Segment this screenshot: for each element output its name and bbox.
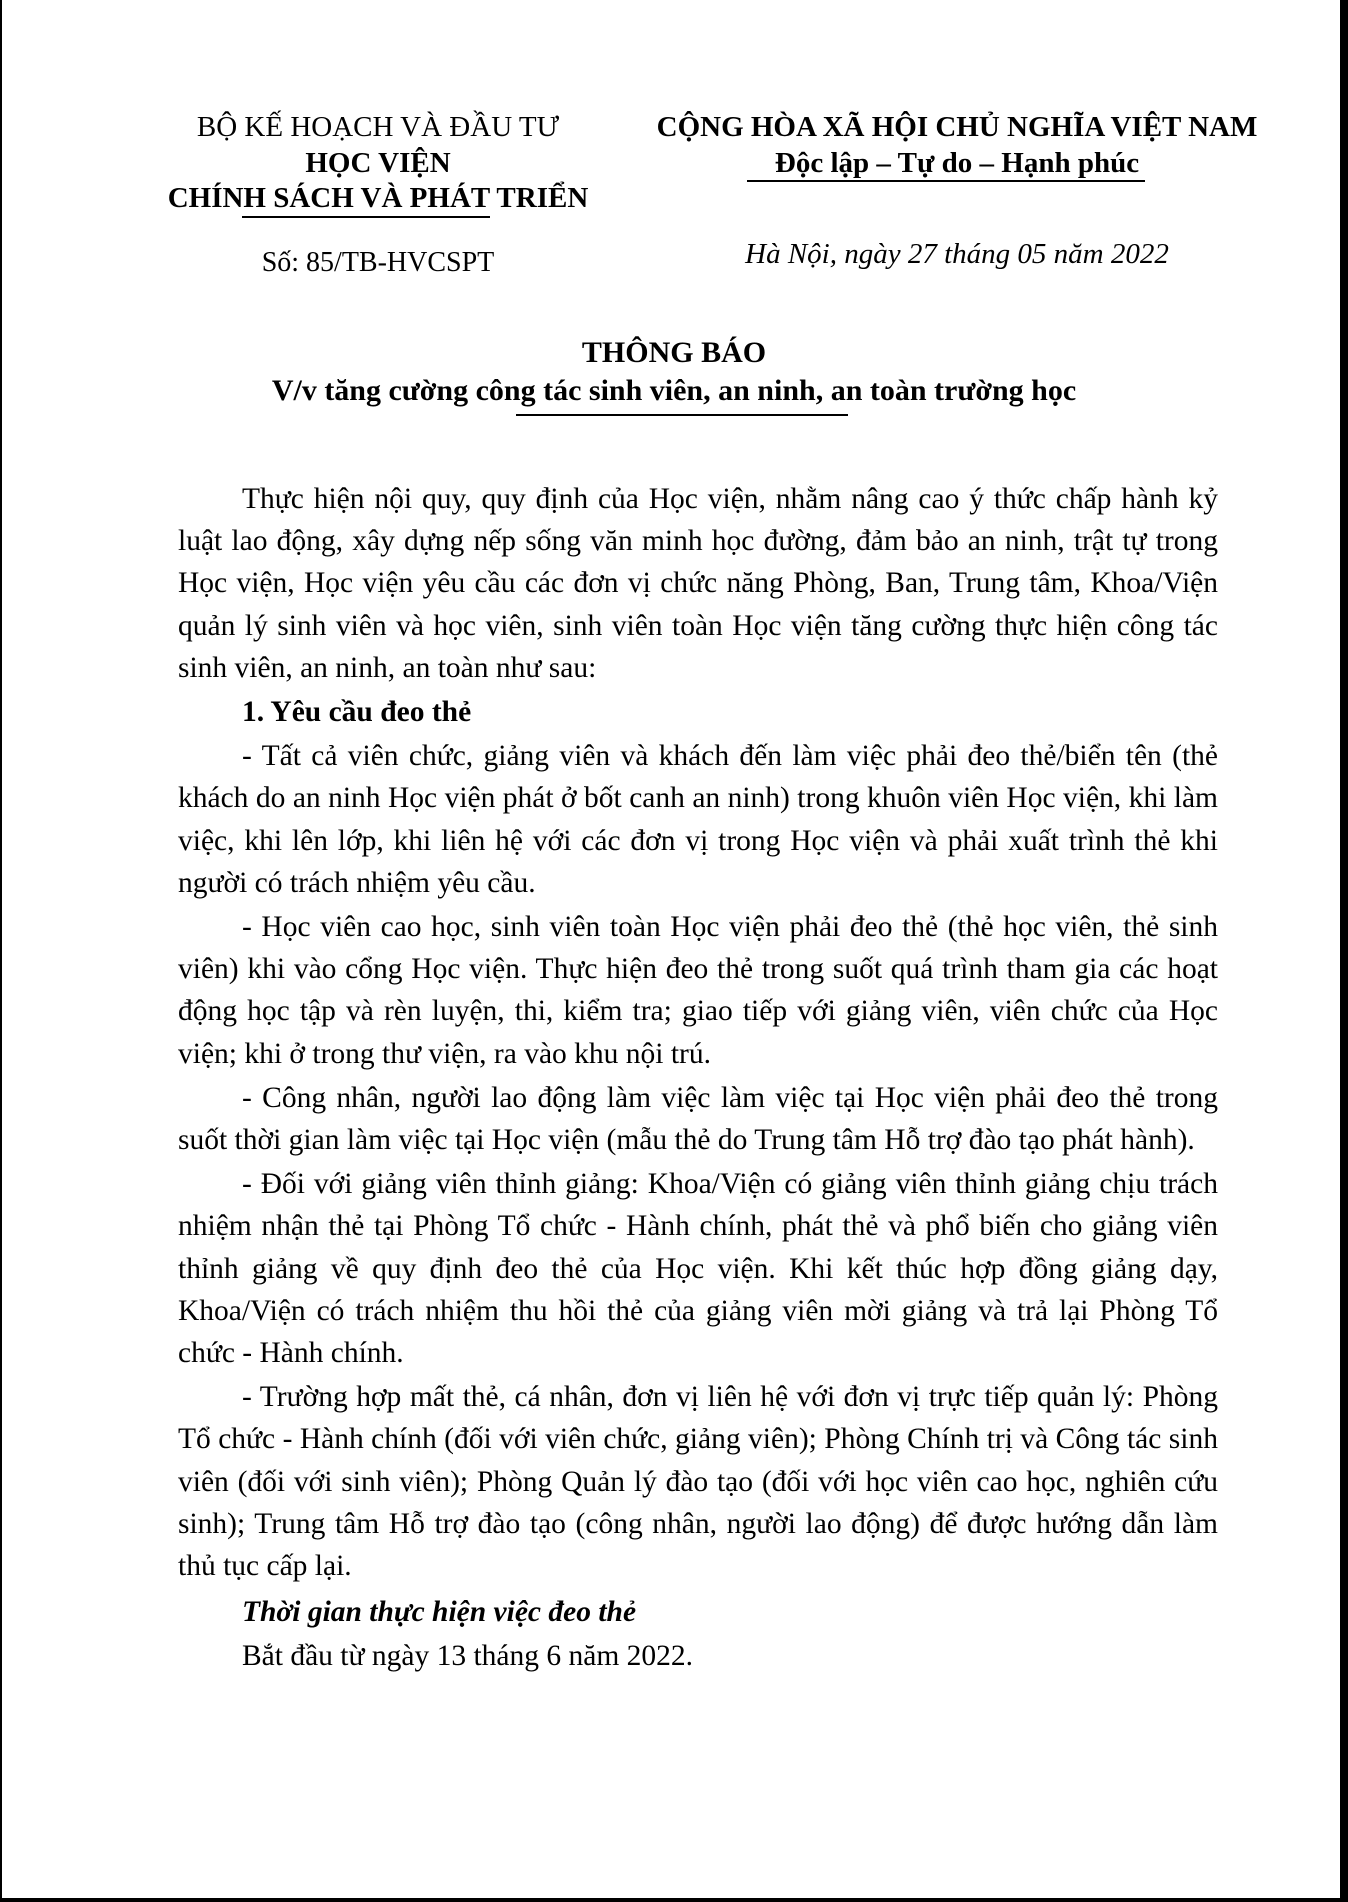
subject-underline — [516, 414, 848, 416]
country-name: CỘNG HÒA XÃ HỘI CHỦ NGHĨA VIỆT NAM — [656, 111, 1258, 143]
requirement-item: - Học viên cao học, sinh viên toàn Học viện phải đeo thẻ (thẻ học viên, thẻ sinh viên) khi vào cổng Học viện. Thực hiện đeo thẻ trong suốt quá trình tham gia các hoạt động học tập và rèn luyện, thi, kiểm tra; giao tiếp với giảng viên, viên chức của Học viện; khi ở trong thư viện, ra vào khu nội trú. — [178, 911, 1218, 1070]
intro-paragraph: Thực hiện nội quy, quy định của Học viện, nhằm nâng cao ý thức chấp hành kỷ luật lao động, xây dựng nếp sống văn minh học đường, đảm bảo an ninh, trật tự trong Học viện, Học viện yêu cầu các đơn vị chức năng Phòng, Ban, Trung tâm, Khoa/Viện quản lý sinh viên và học viên, sinh viên toàn Học viện tăng cường thực hiện công tác sinh viên, an ninh, an toàn như sau: — [178, 483, 1218, 684]
requirement-item: - Trường hợp mất thẻ, cá nhân, đơn vị liên hệ với đơn vị trực tiếp quản lý: Phòng Tổ chức - Hành chính (đối với viên chức, giảng viên); Phòng Chính trị và Công tác sinh viên (đối với sinh viên); Phòng Quản lý đào tạo (đối với học viên cao học, nghiên cứu sinh); Trung tâm Hỗ trợ đào tạo (công nhân, người lao động) để được hướng dẫn làm thủ tục cấp lại. — [178, 1381, 1218, 1583]
timing-text: Bắt đầu từ ngày 13 tháng 6 năm 2022. — [242, 1640, 694, 1673]
institute-name-line1: HỌC VIỆN — [305, 147, 451, 179]
document-number: Số: 85/TB-HVCSPT — [261, 247, 495, 278]
requirement-item: - Công nhân, người lao động làm việc làm việc tại Học viện phải đeo thẻ trong suốt thời gian làm việc tại Học viện (mẫu thẻ do Trung tâm Hỗ trợ đào tạo phát hành). — [178, 1081, 1218, 1157]
institute-name-line2: CHÍNH SÁCH VÀ PHÁT TRIỂN — [167, 182, 589, 214]
document-title: THÔNG BÁO — [581, 336, 767, 369]
document-body — [178, 478, 1218, 1678]
national-motto: Độc lập – Tự do – Hạnh phúc — [774, 147, 1140, 179]
motto-underline — [747, 180, 1145, 182]
requirement-item: - Đối với giảng viên thỉnh giảng: Khoa/Viện có giảng viên thỉnh giảng chịu trách nhiệm nhận thẻ tại Phòng Tổ chức - Hành chính, phát thẻ và phổ biến cho giảng viên thỉnh giảng về quy định đeo thẻ của Học viện. Khi kết thúc hợp đồng giảng dạy, Khoa/Viện có trách nhiệm thu hồi thẻ của giảng viên mời giảng và trả lại Phòng Tổ chức - Hành chính. — [178, 1168, 1218, 1370]
place-and-date: Hà Nội, ngày 27 tháng 05 năm 2022 — [745, 238, 1169, 270]
institute-underline — [242, 216, 490, 218]
document-subject: V/v tăng cường công tác sinh viên, an ninh, an toàn trường học — [271, 374, 1077, 407]
section-heading: 1. Yêu cầu đeo thẻ — [242, 696, 472, 729]
ministry-name: BỘ KẾ HOẠCH VÀ ĐẦU TƯ — [196, 111, 560, 143]
timing-heading: Thời gian thực hiện việc đeo thẻ — [242, 1596, 637, 1629]
requirement-item: - Tất cả viên chức, giảng viên và khách đến làm việc phải đeo thẻ/biển tên (thẻ khách do an ninh Học viện phát ở bốt canh an ninh) trong khuôn viên Học viện, khi làm việc, khi lên lớp, khi liên hệ với các đơn vị trong Học viện và phải xuất trình thẻ khi người có trách nhiệm yêu cầu. — [178, 740, 1218, 899]
